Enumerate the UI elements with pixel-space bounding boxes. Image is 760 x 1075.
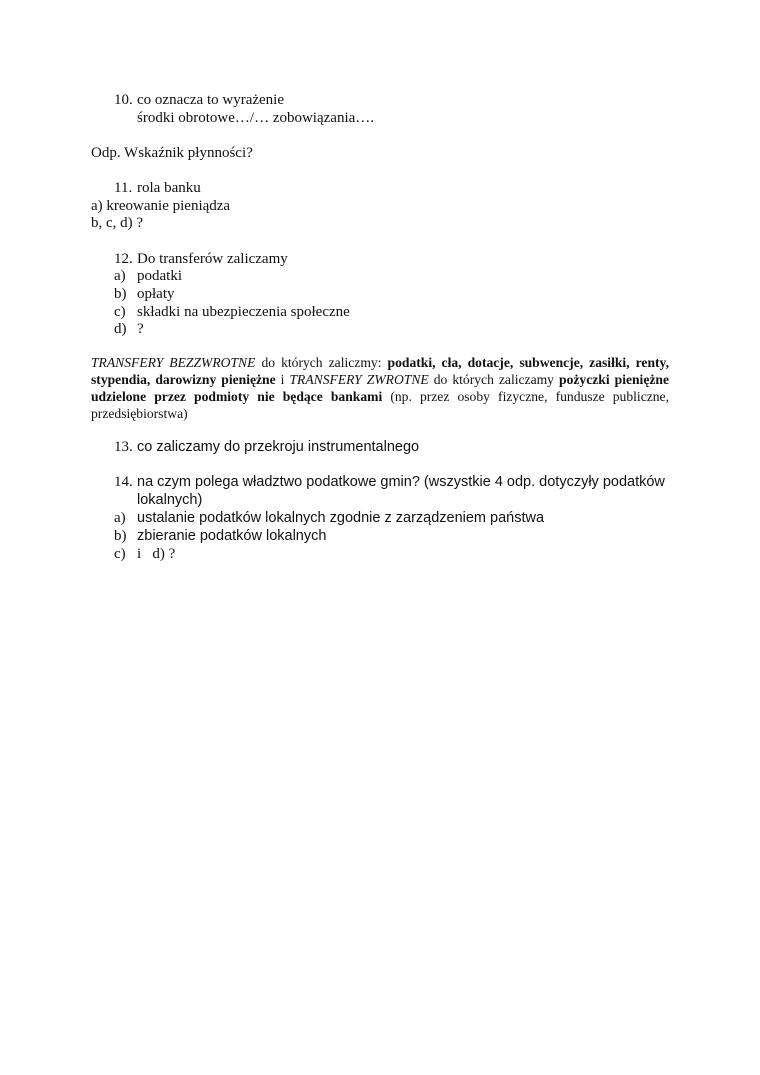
q11-option-a: a) kreowanie pieniądza — [91, 198, 231, 214]
q12-number: 12. — [114, 251, 133, 267]
transfers-examples: (np. przez osoby fizyczne, fundusze publiczne, przedsiębiorstwa) — [91, 389, 669, 421]
q14-line2: lokalnych) — [137, 492, 203, 508]
transfers-conjunction: i — [275, 372, 290, 387]
q12-option-text: opłaty — [137, 286, 175, 302]
q14-option-text: zbieranie podatków lokalnych — [137, 528, 327, 544]
q12-option-text: podatki — [137, 268, 182, 284]
q12-option-label: d) — [114, 321, 127, 337]
answer10: Odp. Wskaźnik płynności? — [91, 145, 253, 161]
transfers-returnable-intro: do których zaliczamy — [428, 372, 560, 387]
q14-option-label: a) — [114, 510, 126, 526]
q12-option-label: a) — [114, 268, 126, 284]
q12-option-label: c) — [114, 304, 126, 320]
transfers-nonreturnable-list: podatki, cła, dotacje, subwencje, zasiłki, renty, stypendia, darowizny pieniężne — [91, 355, 669, 387]
q14-option-label: c) — [114, 546, 126, 562]
q11-number: 11. — [114, 180, 133, 196]
transfers-paragraph — [91, 354, 669, 422]
transfers-returnable-list: pożyczki pieniężne udzielone przez podmioty nie będące bankami — [91, 372, 669, 404]
q10-line1: co oznacza to wyrażenie — [137, 92, 284, 108]
q14-number: 14. — [114, 474, 133, 490]
q11-other-options: b, c, d) ? — [91, 215, 144, 231]
q10-number: 10. — [114, 92, 133, 108]
q12-option-label: b) — [114, 286, 127, 302]
q14-option-text: ustalanie podatków lokalnych zgodnie z zarządzeniem państwa — [137, 510, 545, 526]
q12-text: Do transferów zaliczamy — [137, 251, 288, 267]
q12-option-text: ? — [137, 321, 144, 337]
transfers-nonreturnable-title: TRANSFERY BEZZWROTNE — [91, 355, 256, 370]
q13-number: 13. — [114, 439, 133, 455]
q12-option-text: składki na ubezpieczenia społeczne — [137, 304, 350, 320]
q14-option-text: i d) ? — [137, 546, 176, 562]
transfers-intro-text: do których zaliczmy: — [255, 355, 388, 370]
q11-text: rola banku — [137, 180, 201, 196]
q10-line2: środki obrotowe…/… zobowiązania…. — [137, 110, 375, 126]
q13-text: co zaliczamy do przekroju instrumentalnego — [137, 439, 420, 455]
q14-option-label: b) — [114, 528, 127, 544]
transfers-returnable-title: TRANSFERY ZWROTNE — [289, 372, 429, 387]
q14-line1: na czym polega władztwo podatkowe gmin? (wszystkie 4 odp. dotyczyły podatków — [137, 474, 665, 490]
